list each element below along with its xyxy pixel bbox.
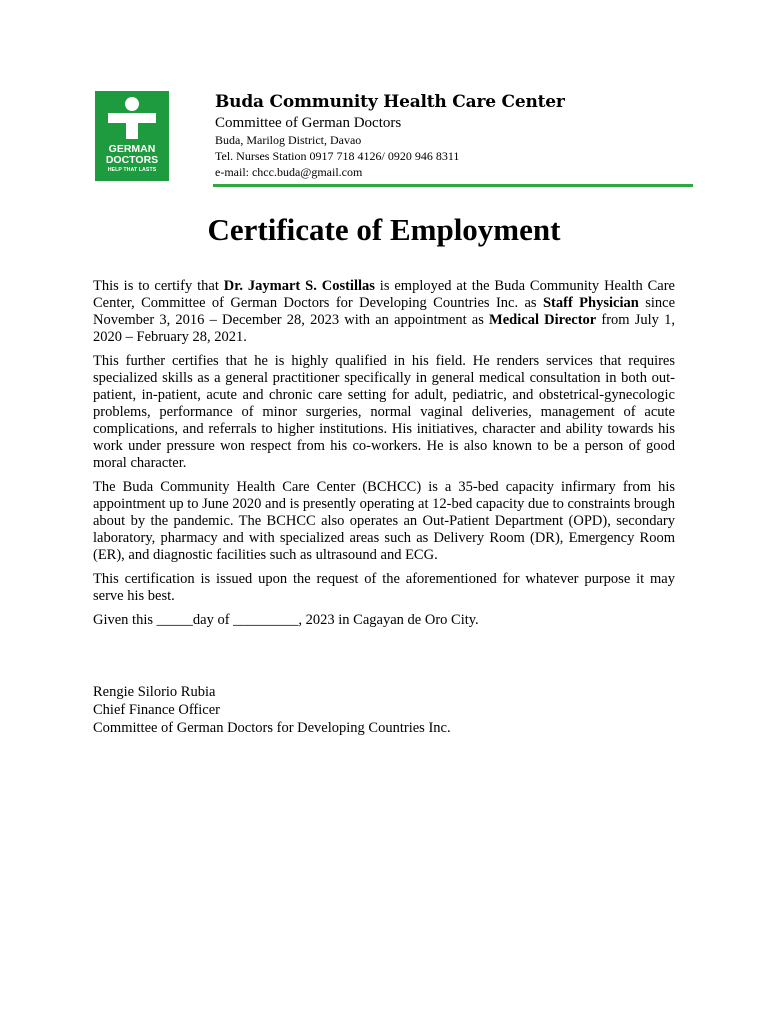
medical-cross-icon <box>95 91 169 143</box>
certificate-body <box>93 278 675 636</box>
given-date-line: Given this _____day of _________, 2023 in Cagayan de Oro City. <box>93 612 479 628</box>
document-title: Certificate of Employment <box>207 212 561 247</box>
paragraph-facility: The Buda Community Health Care Center (BCHCC) is a 35-bed capacity infirmary from his appointment up to June 2020 and is presently operating at 12-bed capacity due to constraints brough about by the pandemic. The BCHCC also operates an Out-Patient Department (OPD), secondary laboratory, pharmacy and with specialized areas such as Delivery Room (DR), Emergency Room (ER), and diagnostic facilities such as ultrasound and ECG. <box>93 479 675 563</box>
bold-text-run: Staff Physician <box>542 295 639 311</box>
org-info <box>215 92 565 180</box>
bold-text-run: Medical Director <box>489 312 597 328</box>
logo-text-german: GERMAN <box>108 143 156 155</box>
paragraph-purpose: This certification is issued upon the request of the aforementioned for whatever purpose it may serve his best. <box>93 571 675 604</box>
org-email: e-mail: chcc.buda@gmail.com <box>215 165 363 179</box>
logo-text-tagline: HELP THAT LASTS <box>107 167 157 173</box>
text-run: This is to certify that <box>93 278 224 294</box>
paragraph-certification <box>93 278 675 346</box>
letterhead-divider <box>213 184 693 187</box>
paragraph-qualifications: This further certifies that he is highly qualified in his field. He renders services that requires specialized skills as a general practitioner specifically in general medical consultation in both out-patient, in-patient, acute and chronic care setting for adult, pediatric, and obstetrical-gynecologic problems, performance of minor surgeries, normal vaginal deliveries, management of acute complications, and referrals to higher institutions. His initiatives, character and ability towards his work under pressure won respect from his co-workers. He is also known to be a person of good moral character. <box>93 353 675 471</box>
letterhead <box>95 90 695 190</box>
text-run: since November 3, 2016 – December 28, 2023 with an appointment as <box>93 295 676 328</box>
signatory-block <box>93 683 451 737</box>
logo-text-doctors: DOCTORS <box>105 154 159 166</box>
text-run: from July 1, 2020 – February 28, 2021. <box>93 312 675 345</box>
bold-text-run: Dr. Jaymart S. Costillas <box>223 278 375 294</box>
org-name: Buda Community Health Care Center <box>215 92 565 112</box>
org-telephone: Tel. Nurses Station 0917 718 4126/ 0920 946 8311 <box>215 149 460 163</box>
signatory-name: Rengie Silorio Rubia <box>93 684 216 700</box>
text-run: is employed at the Buda Community Health Care Center, Committee of German Doctors for Developing Countries Inc. as <box>93 278 675 311</box>
org-subtitle: Committee of German Doctors <box>215 115 402 131</box>
german-doctors-logo <box>95 91 169 181</box>
org-address: Buda, Marilog District, Davao <box>215 133 362 147</box>
signatory-organization: Committee of German Doctors for Developing Countries Inc. <box>93 720 451 736</box>
signatory-position: Chief Finance Officer <box>93 702 220 718</box>
